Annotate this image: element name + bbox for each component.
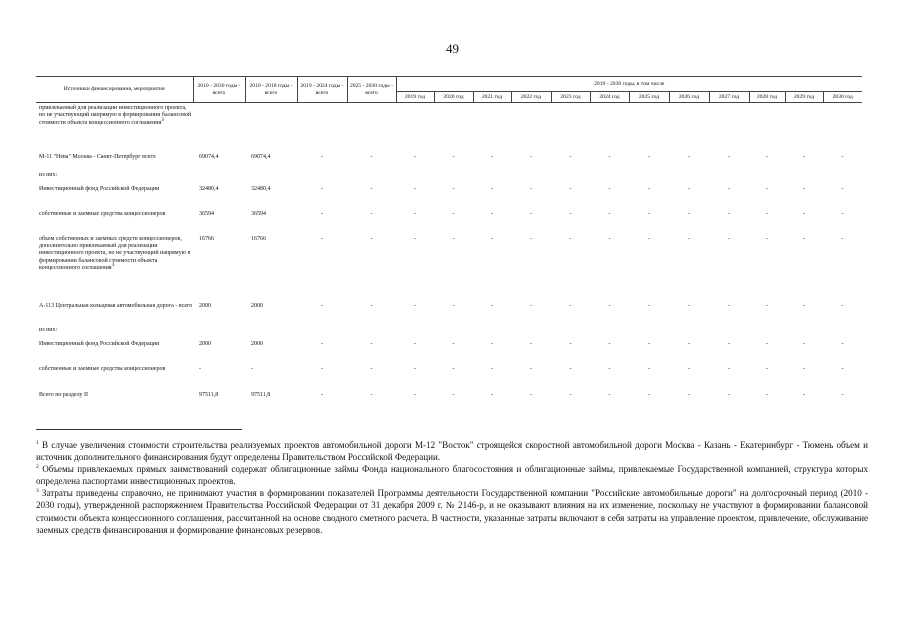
row-dash: -	[491, 365, 493, 372]
row-dash: -	[608, 185, 611, 192]
header-year: 2019 год	[396, 92, 434, 103]
row-dash	[823, 103, 862, 152]
footnote: $^3$ Затраты приведены справочно, не принимают участия в формировании показателей Программы деятельности Государственной компании "Российские автомобильные дороги" на долгосрочный период (2010 - 2030 годы), утвержденной распоряжением Правительства Российской Федерации от 31 декабря 2009 г. № 2146-р, и не оказывают влияния на их изменение, поскольку не участвуют в формировании балансовой стоимости объекта концессионного соглашения, рассчитанной на основе сводного сметного расчета. В частности, указанные затраты включают в себя затраты на управление проектом, привлечение, обслуживание заемных средств финансирования и формирование финансовых резервов.	[36, 488, 868, 535]
header-year: 2021 год	[473, 92, 511, 103]
table-row	[36, 339, 862, 364]
row-dash: -	[688, 185, 690, 192]
header-source: Источники финансирования, мероприятия	[36, 77, 193, 103]
row-dash	[473, 325, 511, 339]
row-dash: -	[688, 210, 690, 217]
row-dash: -	[728, 302, 730, 309]
row-dash: -	[452, 153, 455, 160]
row-dash	[785, 103, 823, 152]
row-dash: -	[841, 153, 844, 160]
footnote-number: 1	[36, 439, 39, 446]
row-dash	[749, 325, 785, 339]
row-dash: -	[491, 153, 493, 160]
header-year: 2030 год	[823, 92, 862, 103]
row-dash	[590, 170, 629, 184]
row-dash: -	[803, 391, 805, 398]
row-dash: -	[530, 210, 532, 217]
row-dash	[511, 170, 551, 184]
row-dash: -	[688, 391, 690, 398]
row-dash: -	[608, 210, 611, 217]
row-dash: -	[491, 185, 493, 192]
row-dash: -	[728, 210, 730, 217]
row-dash	[669, 325, 709, 339]
row-dash	[297, 325, 347, 339]
row-dash: -	[370, 391, 373, 398]
row-dash: -	[452, 210, 455, 217]
row-label: из них:	[39, 326, 58, 333]
row-dash: -	[803, 235, 805, 242]
row-dash	[396, 170, 434, 184]
row-dash: -	[766, 185, 768, 192]
row-value	[245, 103, 297, 152]
header-year: 2025 год	[629, 92, 669, 103]
row-dash: -	[321, 302, 323, 309]
row-dash: -	[803, 185, 805, 192]
footnote-number: 2	[36, 464, 39, 471]
row-dash: -	[766, 391, 768, 398]
header-year: 2027 год	[709, 92, 749, 103]
row-dash	[511, 325, 551, 339]
table-row	[36, 170, 862, 184]
row-dash: -	[766, 302, 768, 309]
row-value: 2000	[251, 302, 263, 309]
row-dash	[347, 325, 396, 339]
row-value	[245, 325, 297, 339]
row-dash: -	[452, 365, 455, 372]
row-label: М-11 "Нева" Москва - Санкт-Петербург всего	[39, 153, 156, 160]
row-dash	[590, 103, 629, 152]
table-row	[36, 325, 862, 339]
table-row	[36, 364, 862, 390]
row-dash: -	[569, 302, 572, 309]
row-dash: -	[608, 340, 611, 347]
row-value	[245, 170, 297, 184]
row-dash: -	[414, 153, 416, 160]
footnote: $^2$ Объемы привлекаемых прямых заимствований содержат облигационные займы Фонда национального благосостояния и облигационные займы, привлекаемые Государственной компанией, структура которых определена паспортами инвестиционных проектов.	[36, 464, 868, 487]
row-dash: -	[728, 235, 730, 242]
row-dash: -	[648, 235, 650, 242]
row-dash: -	[688, 153, 690, 160]
row-dash	[551, 170, 590, 184]
row-dash: -	[491, 235, 493, 242]
header-period: 2010 - 2030 годы - всего	[193, 77, 245, 103]
row-dash: -	[491, 391, 493, 398]
footnote-rule	[36, 429, 242, 430]
row-dash: -	[803, 365, 805, 372]
row-dash: -	[321, 235, 323, 242]
row-dash: -	[688, 235, 690, 242]
header-year: 2024 год	[590, 92, 629, 103]
row-value	[193, 325, 245, 339]
row-dash: -	[569, 340, 572, 347]
header-year: 2029 год	[785, 92, 823, 103]
row-dash	[473, 170, 511, 184]
row-value: 2000	[199, 302, 211, 309]
row-dash: -	[370, 235, 373, 242]
row-dash: -	[530, 185, 532, 192]
table-row	[36, 103, 862, 152]
row-dash	[347, 103, 396, 152]
row-value: 36594	[199, 210, 214, 217]
row-dash: -	[841, 302, 844, 309]
row-dash	[396, 325, 434, 339]
row-dash	[669, 103, 709, 152]
row-value	[193, 170, 245, 184]
row-dash: -	[530, 302, 532, 309]
header-year: 2028 год	[749, 92, 785, 103]
row-dash	[709, 170, 749, 184]
row-dash: -	[688, 302, 690, 309]
row-dash: -	[452, 235, 455, 242]
table-row	[36, 184, 862, 209]
row-dash: -	[648, 365, 650, 372]
row-dash	[629, 103, 669, 152]
row-dash: -	[370, 153, 373, 160]
row-dash	[629, 325, 669, 339]
row-dash: -	[803, 340, 805, 347]
row-dash: -	[608, 391, 611, 398]
row-value: -	[251, 365, 253, 372]
row-dash: -	[321, 391, 323, 398]
row-dash	[347, 170, 396, 184]
financing-table	[36, 76, 862, 406]
row-dash: -	[841, 365, 844, 372]
row-label: Всего по разделу II	[39, 391, 89, 398]
header-period: 2025 - 2030 годы - всего	[347, 77, 396, 103]
row-dash: -	[728, 340, 730, 347]
footnotes	[36, 439, 868, 536]
row-label: привлекаемый для реализации инвестиционного проекта, но не участвующий напрямую в формировании балансовой стоимости объекта концессионного соглашения$^3$	[39, 105, 192, 126]
row-value: 69074,4	[199, 153, 219, 160]
row-dash: -	[766, 153, 768, 160]
table-row	[36, 390, 862, 406]
row-dash: -	[569, 153, 572, 160]
header-year: 2020 год	[434, 92, 473, 103]
row-dash: -	[370, 302, 373, 309]
row-value: 16766	[251, 235, 266, 242]
row-dash	[551, 103, 590, 152]
row-dash: -	[841, 210, 844, 217]
row-dash: -	[491, 340, 493, 347]
row-dash: -	[530, 340, 532, 347]
row-dash: -	[569, 185, 572, 192]
row-dash: -	[321, 340, 323, 347]
row-dash: -	[414, 365, 416, 372]
row-value: 69074,4	[251, 153, 271, 160]
table-row	[36, 234, 862, 301]
row-value: 32480,4	[199, 185, 219, 192]
header-year: 2026 год	[669, 92, 709, 103]
row-dash: -	[688, 340, 690, 347]
row-dash: -	[530, 391, 532, 398]
row-dash: -	[608, 365, 611, 372]
row-dash: -	[841, 235, 844, 242]
row-dash: -	[370, 185, 373, 192]
row-value: 97511,8	[199, 391, 219, 398]
row-dash: -	[766, 340, 768, 347]
row-label: собственные и заемные средства концессионеров	[39, 210, 166, 217]
row-dash	[434, 170, 473, 184]
row-dash: -	[648, 391, 650, 398]
row-dash: -	[491, 210, 493, 217]
row-dash: -	[569, 365, 572, 372]
row-dash: -	[728, 365, 730, 372]
row-dash: -	[648, 340, 650, 347]
table-row	[36, 209, 862, 234]
row-dash: -	[608, 235, 611, 242]
row-dash: -	[370, 340, 373, 347]
row-dash: -	[688, 365, 690, 372]
row-value: 32480,4	[251, 185, 271, 192]
footnote-ref: 3	[111, 262, 115, 269]
row-dash: -	[841, 391, 844, 398]
footnote-ref: 3	[161, 116, 165, 123]
row-dash: -	[321, 153, 323, 160]
row-value: 16766	[199, 235, 214, 242]
row-label: А-113 Центральная кольцевая автомобильная дорога - всего	[39, 302, 193, 309]
header-period: 2010 - 2018 годы - всего	[245, 77, 297, 103]
row-dash: -	[414, 340, 416, 347]
footnote-number: 3	[36, 488, 39, 495]
row-dash: -	[766, 365, 768, 372]
row-dash: -	[530, 153, 532, 160]
row-dash: -	[452, 391, 455, 398]
row-dash: -	[452, 340, 455, 347]
row-dash: -	[608, 302, 611, 309]
row-dash: -	[370, 365, 373, 372]
row-dash	[511, 103, 551, 152]
row-dash	[473, 103, 511, 152]
row-label: объем собственных и заемных средств концессионеров, дополнительно привлекаемый для реализации инвестиционного проекта, но не участвующий напрямую в формировании балансовой стоимости объекта концессионного соглашения$^3$	[39, 235, 191, 272]
row-value	[193, 103, 245, 152]
row-dash: -	[803, 210, 805, 217]
row-dash	[823, 170, 862, 184]
row-dash	[709, 325, 749, 339]
row-dash: -	[841, 340, 844, 347]
row-dash: -	[766, 210, 768, 217]
row-dash: -	[414, 235, 416, 242]
row-dash	[297, 103, 347, 152]
row-value: 2000	[251, 340, 263, 347]
row-dash: -	[491, 302, 493, 309]
row-dash: -	[321, 210, 323, 217]
row-dash	[396, 103, 434, 152]
row-dash: -	[728, 391, 730, 398]
row-dash: -	[414, 210, 416, 217]
page-number: 49	[446, 41, 459, 56]
row-dash: -	[414, 302, 416, 309]
row-dash: -	[841, 185, 844, 192]
row-dash: -	[530, 365, 532, 372]
row-dash: -	[803, 302, 805, 309]
row-dash: -	[452, 302, 455, 309]
header-year: 2022 год	[511, 92, 551, 103]
row-dash: -	[766, 235, 768, 242]
row-dash	[297, 170, 347, 184]
header-year: 2023 год	[551, 92, 590, 103]
row-dash: -	[728, 185, 730, 192]
table-row	[36, 152, 862, 170]
row-dash: -	[648, 210, 650, 217]
row-dash	[785, 325, 823, 339]
row-dash: -	[569, 210, 572, 217]
row-dash	[749, 170, 785, 184]
row-dash	[629, 170, 669, 184]
row-dash	[785, 170, 823, 184]
row-dash	[590, 325, 629, 339]
row-label: Инвестиционный фонд Российской Федерации	[39, 340, 160, 347]
row-dash: -	[608, 153, 611, 160]
row-label: собственные и заемные средства концессионеров	[39, 365, 166, 372]
row-dash	[434, 325, 473, 339]
header-period: 2019 - 2024 годы - всего	[297, 77, 347, 103]
row-dash: -	[452, 185, 455, 192]
row-label: Инвестиционный фонд Российской Федерации	[39, 185, 160, 192]
row-dash: -	[414, 185, 416, 192]
row-dash: -	[530, 235, 532, 242]
row-dash	[749, 103, 785, 152]
footnote: $^1$ В случае увеличения стоимости строительства реализуемых проектов автомобильной дороги М-12 "Восток" строящейся скоростной автомобильной дороги Москва - Казань - Екатеринбург - Тюмень объем и источник дополнительного финансирования будут определены Правительством Российской Федерации.	[36, 439, 868, 463]
row-value: 97511,8	[251, 391, 271, 398]
row-dash	[434, 103, 473, 152]
row-dash: -	[648, 185, 650, 192]
row-dash: -	[321, 365, 323, 372]
row-dash	[709, 103, 749, 152]
row-dash: -	[321, 185, 323, 192]
row-dash: -	[414, 391, 416, 398]
row-dash: -	[803, 153, 805, 160]
row-dash: -	[648, 153, 650, 160]
row-dash: -	[648, 302, 650, 309]
row-dash: -	[569, 235, 572, 242]
row-dash: -	[569, 391, 572, 398]
table-row	[36, 301, 862, 325]
row-value: 2000	[199, 340, 211, 347]
row-dash	[669, 170, 709, 184]
row-dash	[823, 325, 862, 339]
header-span-title: 2019 - 2030 годы, в том числе	[396, 77, 862, 92]
row-value: -	[199, 365, 201, 372]
row-dash: -	[370, 210, 373, 217]
row-value: 36594	[251, 210, 266, 217]
row-label: из них:	[39, 171, 58, 178]
row-dash	[551, 325, 590, 339]
row-dash: -	[728, 153, 730, 160]
